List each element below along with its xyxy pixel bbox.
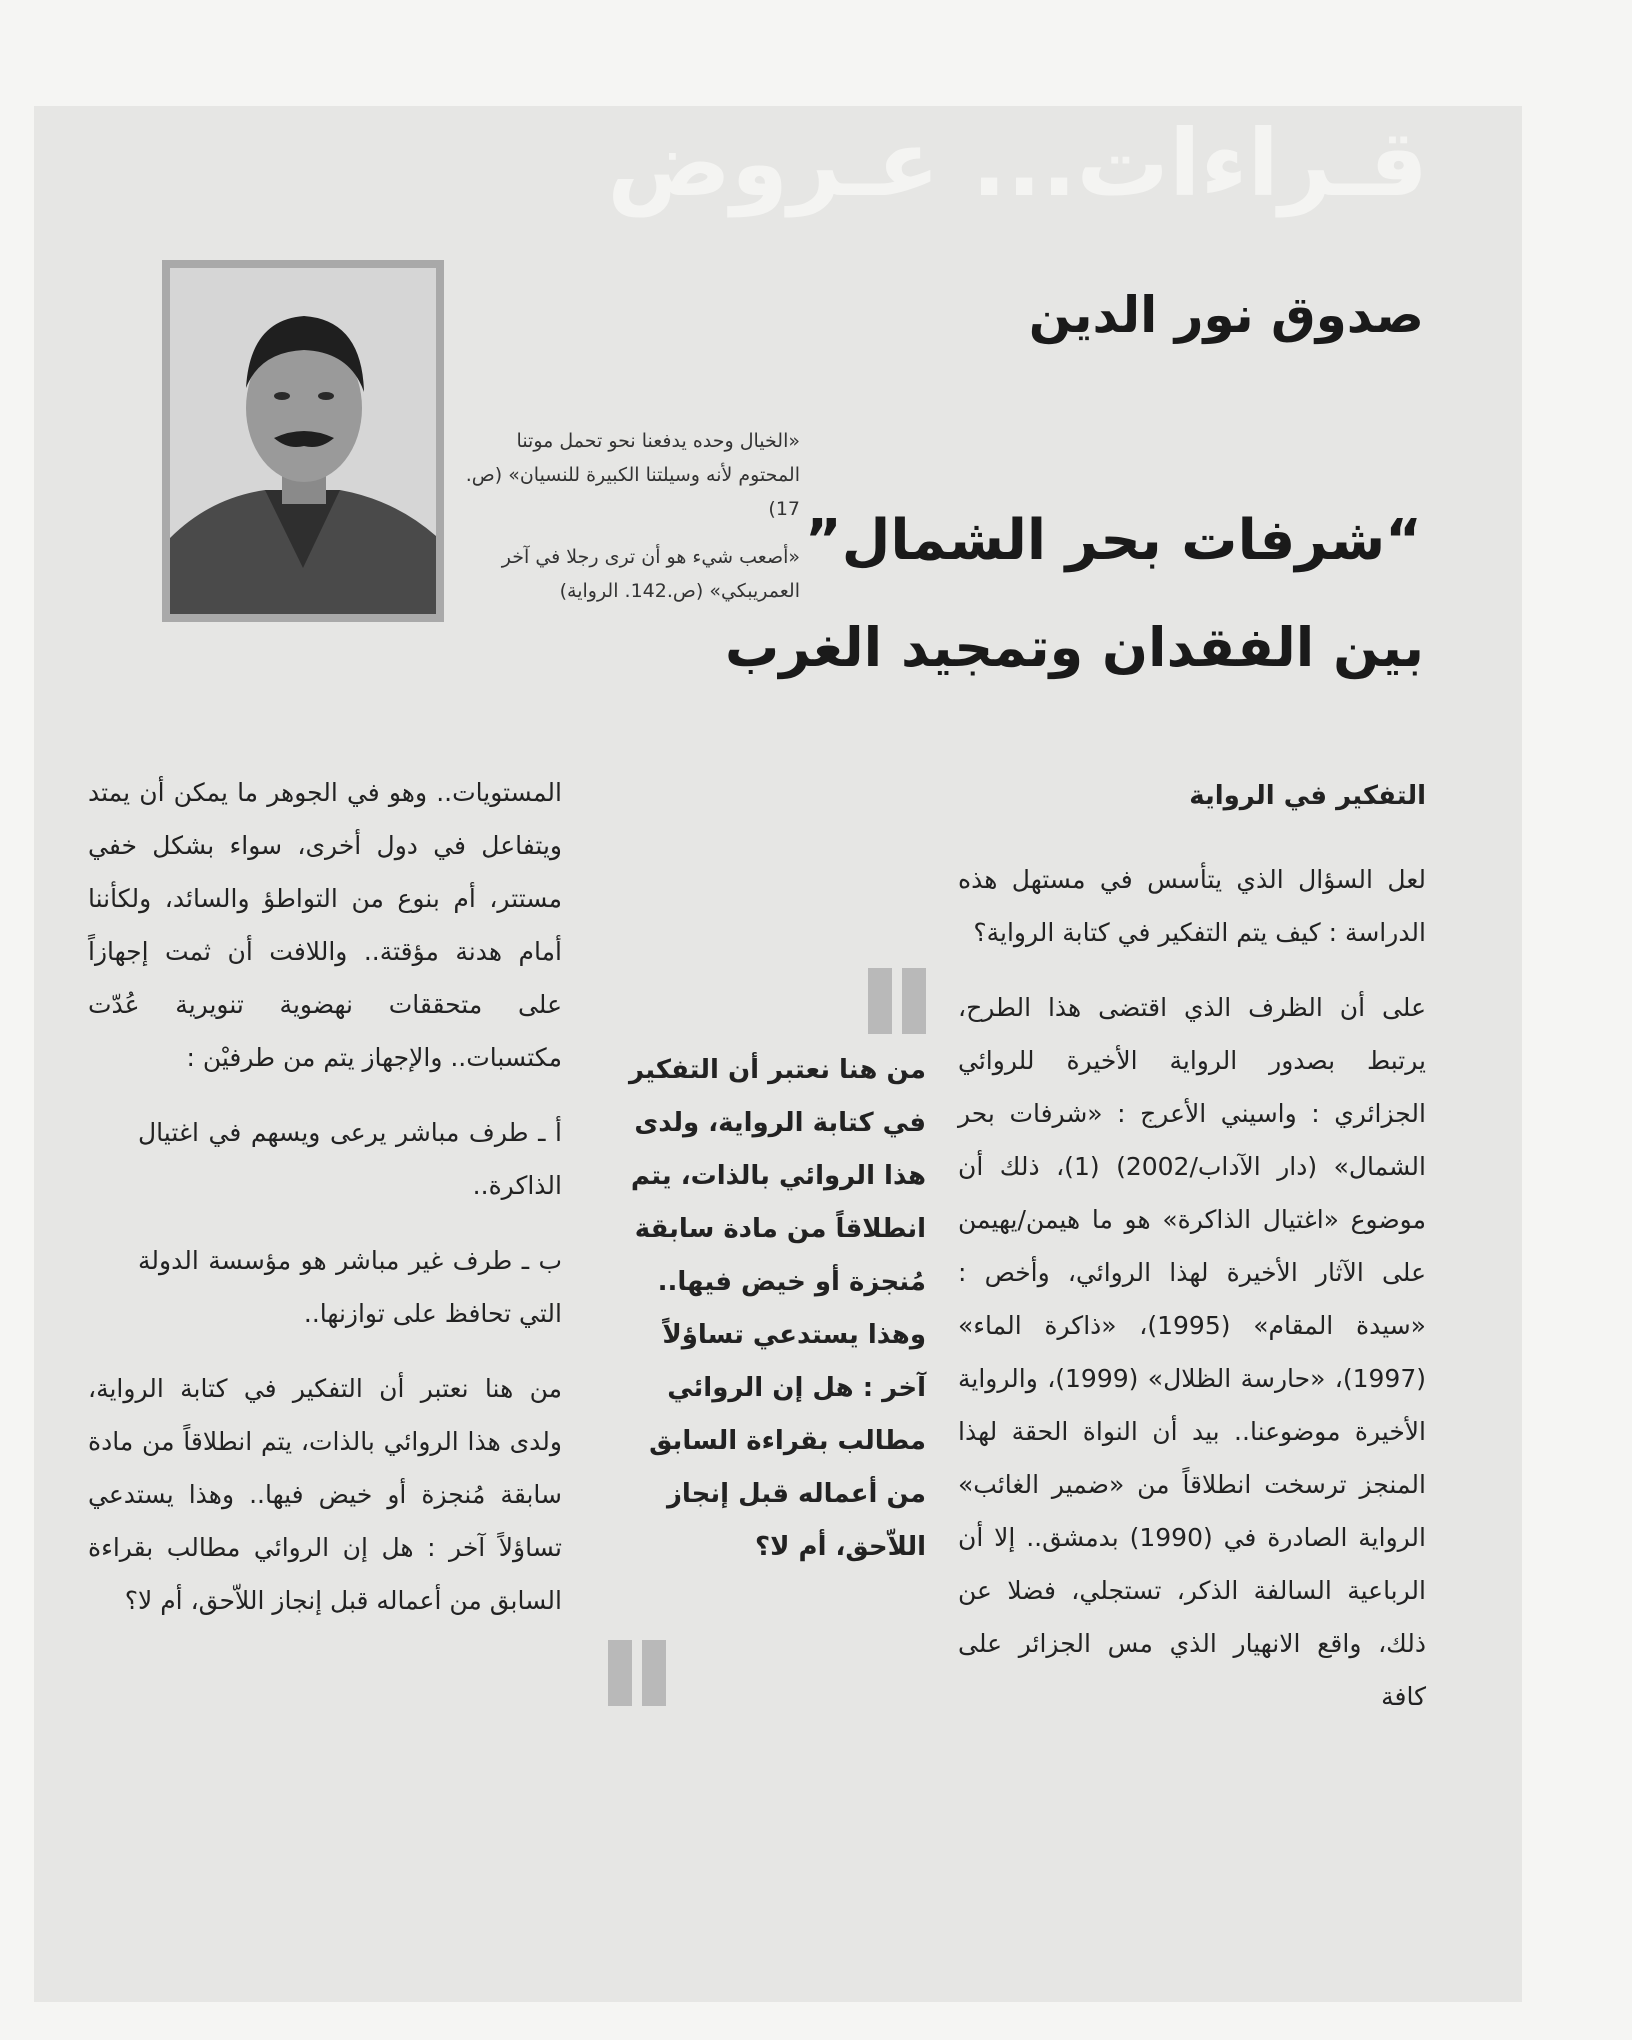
paragraph: لعل السؤال الذي يتأسس في مستهل هذه الدراسة : كيف يتم التفكير في كتابة الرواية؟ [958,865,1426,947]
author-portrait-image [170,268,436,614]
list-item: ب ـ طرف غير مباشر هو مؤسسة الدولة التي تحافظ على توازنها.. [138,1246,562,1328]
paragraph: على أن الظرف الذي اقتضى هذا الطرح، يرتبط بصدور الرواية الأخيرة للروائي الجزائري : واسيني الأعرج : «شرفات بحر الشمال» (دار الآداب/2002) (1)، ذلك أن موضوع «اغتيال الذاكرة» هو ما هيمن/يهيمن على الآثار الأخيرة لهذا الروائي، وأخص : «سيدة المقام» (1995)، «ذاكرة الماء» (1997)، «حارسة الظلال» (1999)، والرواية الأخيرة موضوعنا.. بيد أن النواة الحقة لهذا المنجز ترسخت انطلاقاً من «ضمير الغائب» الرواية الصادرة في (1990) بدمشق.. إلا أن الرباعية السالفة الذكر، تستجلي، فضلا عن ذلك، واقع الانهيار الذي مس الجزائر على كافة [958,993,1426,1711]
list-item: أ ـ طرف مباشر يرعى ويسهم في اغتيال الذاكرة.. [138,1118,562,1200]
quote-mark-icon [608,1640,668,1706]
epigraph-quote: «أصعب شيء هو أن ترى رجلا في آخر العمريبكي» (ص.142. الرواية) [501,546,800,602]
author-photo [162,260,444,622]
section-header: قـراءات... عـروض [607,110,1428,217]
author-name: صدوق نور الدين [1028,286,1424,344]
article-column-right [958,770,1426,1745]
article-title: “شرفات بحر الشمال” [804,508,1422,573]
epigraph-block [456,424,800,622]
paragraph: من هنا نعتبر أن التفكير في كتابة الرواية، ولدى هذا الروائي بالذات، يتم انطلاقاً من مادة سابقة مُنجزة أو خيض فيها.. وهذا يستدعي تساؤلاً آخر : هل إن الروائي مطالب بقراءة السابق من أعماله قبل إنجاز اللاّحق، أم لا؟ [88,1374,562,1615]
article-column-left [88,766,562,1649]
article-subtitle: بين الفقدان وتمجيد الغرب [725,616,1424,679]
quote-mark-icon [868,968,928,1034]
pull-quote: من هنا نعتبر أن التفكير في كتابة الرواية، ولدى هذا الروائي بالذات، يتم انطلاقاً من مادة سابقة مُنجزة أو خيض فيها.. وهذا يستدعي تساؤلاً آخر : هل إن الروائي مطالب بقراءة السابق من أعماله قبل إنجاز اللاّحق، أم لا؟ [629,1055,926,1562]
section-subheading: التفكير في الرواية [1189,781,1426,811]
epigraph-quote: «الخيال وحده يدفعنا نحو تحمل موتنا المحتوم لأنه وسيلتنا الكبيرة للنسيان» (ص. 17) [465,430,800,520]
paragraph: المستويات.. وهو في الجوهر ما يمكن أن يمتد ويتفاعل في دول أخرى، سواء بشكل خفي مستتر، أم بنوع من التواطؤ والسائد، ولكأننا أمام هدنة مؤقتة.. واللافت أن ثمت إجهازاً على متحققات نهضوية تنويرية عُدّت مكتسبات.. والإجهاز يتم من طرفيْن : [88,778,562,1072]
